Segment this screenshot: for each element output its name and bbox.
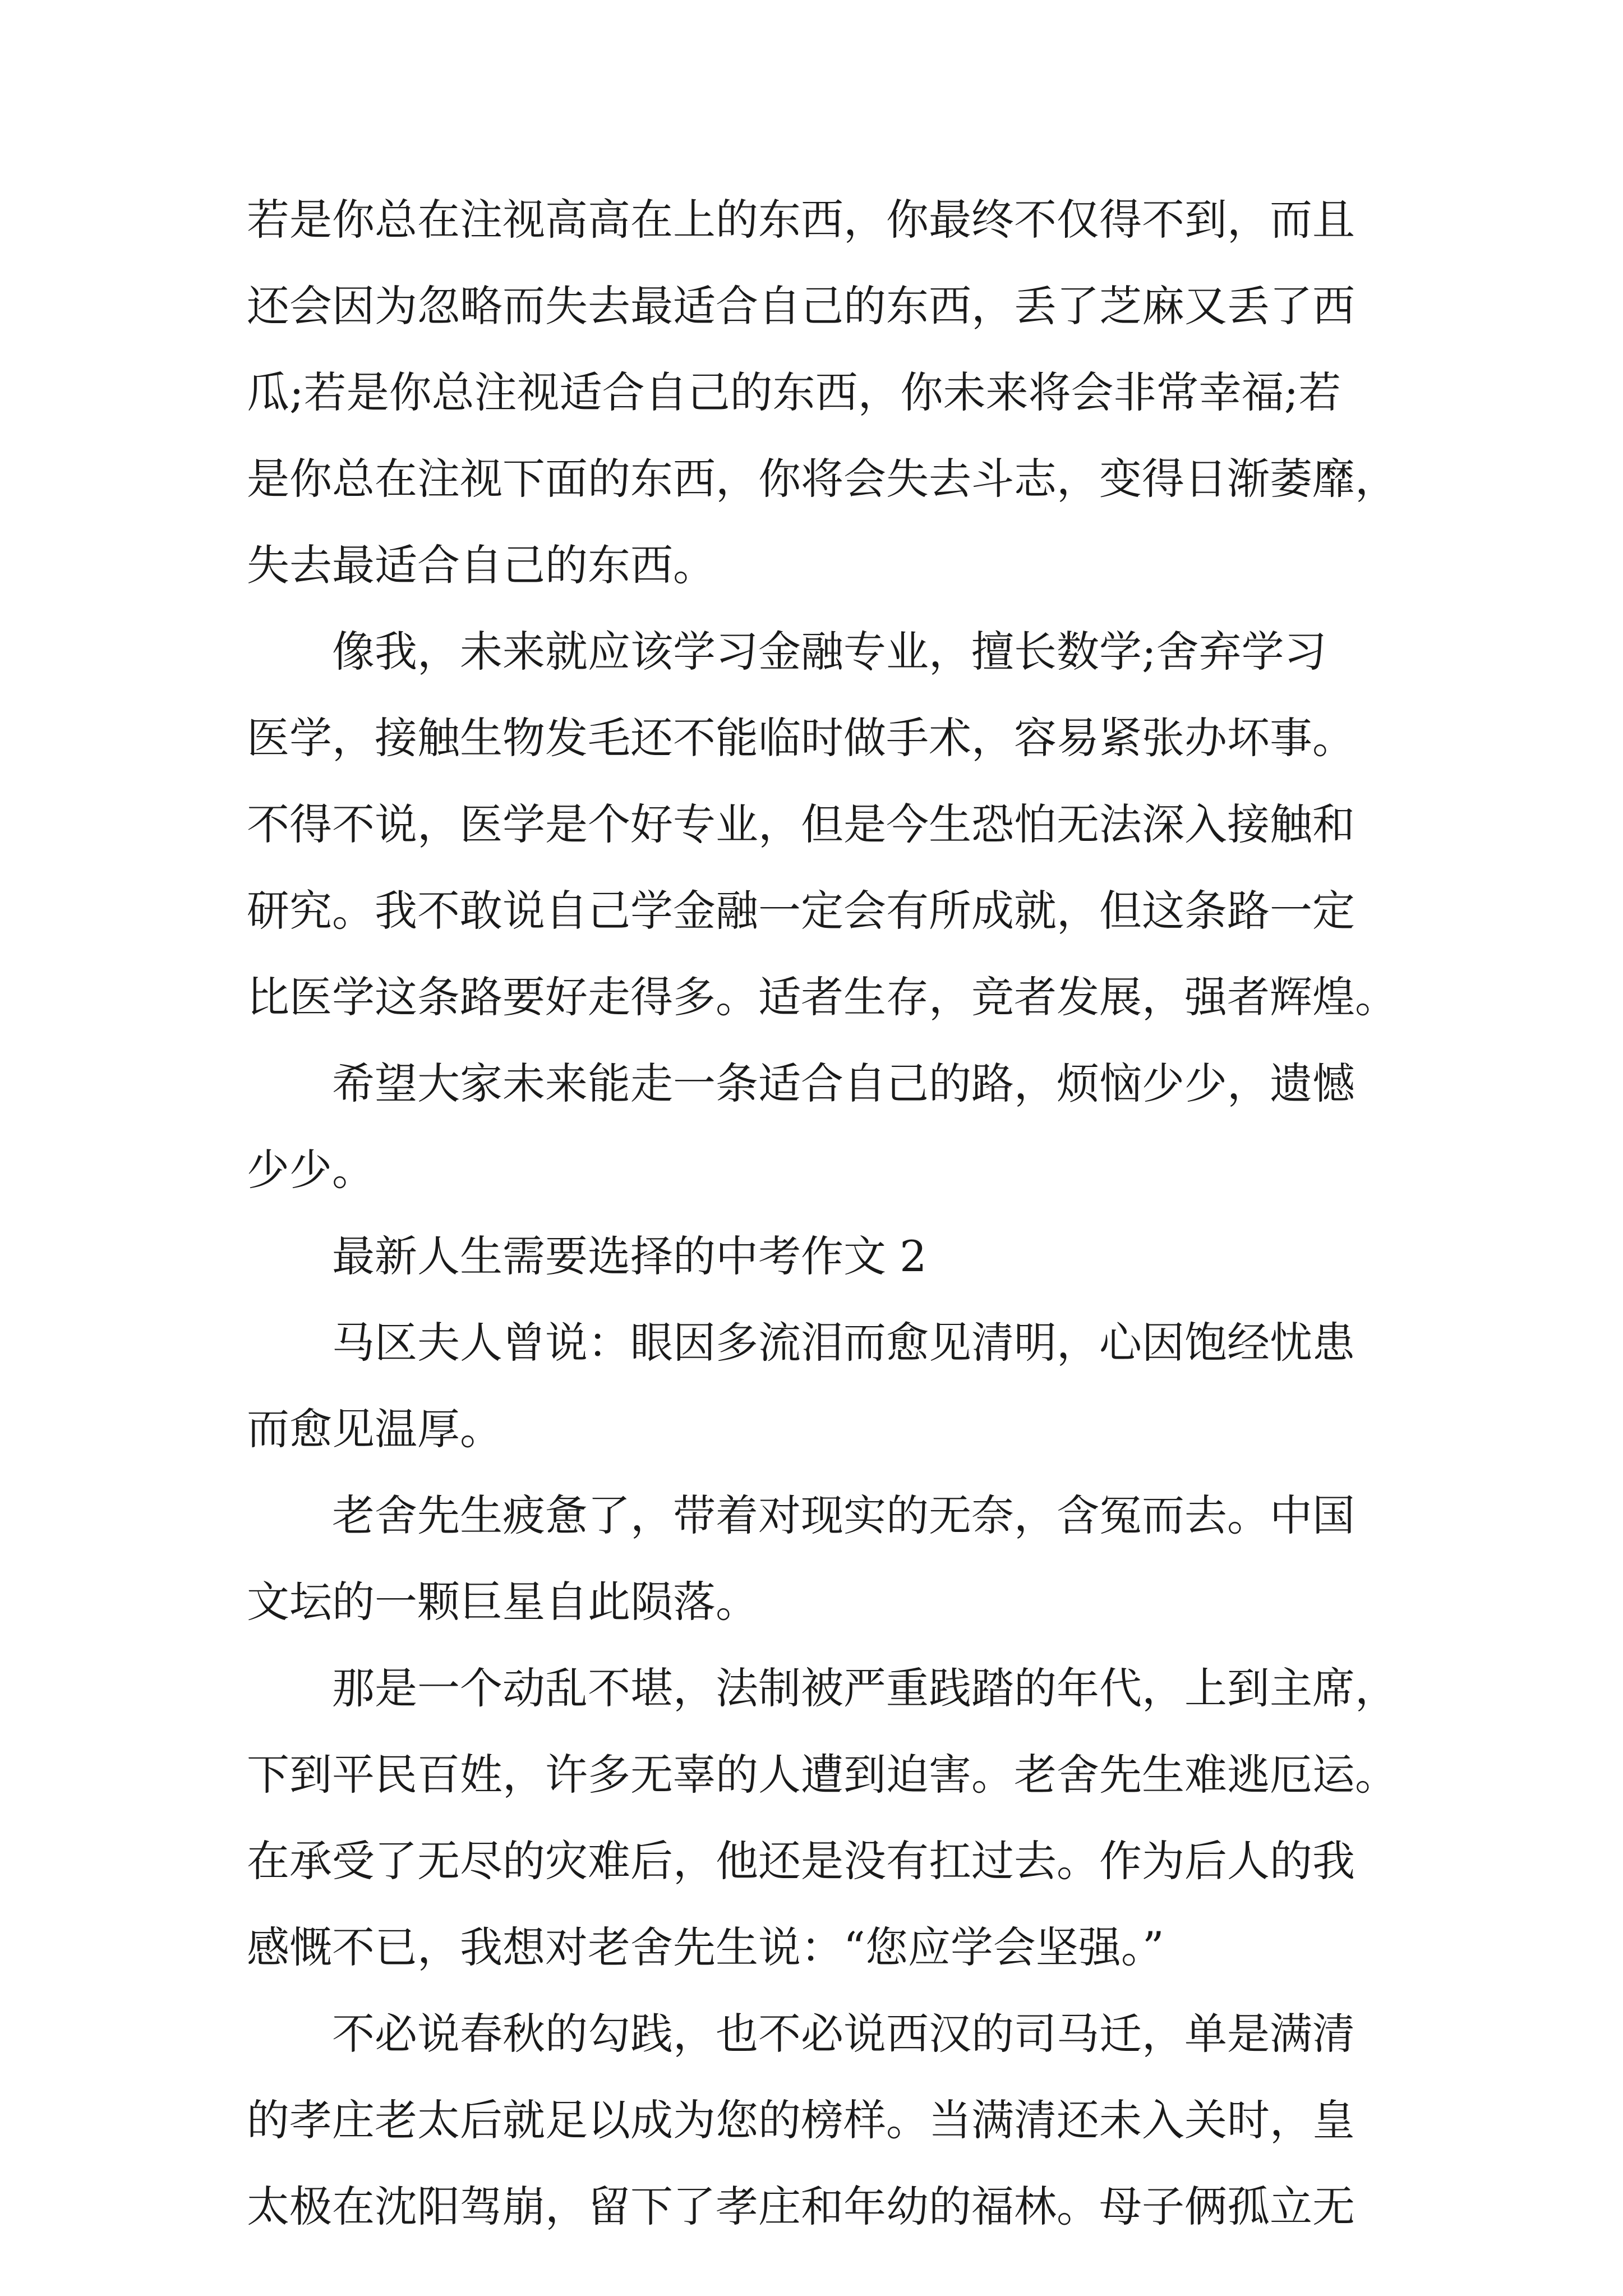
text-line: 研究。我不敢说自己学金融一定会有所成就，但这条路一定	[247, 886, 1355, 936]
section-heading: 最新人生需要选择的中考作文 2	[332, 1231, 927, 1281]
paragraph-start-line: 老舍先生疲惫了，带着对现实的无奈，含冤而去。中国	[332, 1490, 1355, 1540]
paragraph-start-line: 不必说春秋的勾践，也不必说西汉的司马迁，单是满清	[332, 2009, 1355, 2059]
text-line: 下到平民百姓，许多无辜的人遭到迫害。老舍先生难逃厄运。	[247, 1750, 1398, 1800]
text-line: 文坛的一颗巨星自此陨落。	[247, 1577, 758, 1627]
paragraph-start-line: 马区夫人曾说：眼因多流泪而愈见清明，心因饱经忧患	[332, 1318, 1355, 1368]
text-line: 太极在沈阳驾崩，留下了孝庄和年幼的福林。母子俩孤立无	[247, 2182, 1355, 2231]
text-line: 的孝庄老太后就足以成为您的榜样。当满清还未入关时，皇	[247, 2095, 1355, 2145]
text-line: 而愈见温厚。	[247, 1404, 502, 1454]
text-line: 瓜;若是你总注视适合自己的东西，你未来将会非常幸福;若	[247, 367, 1341, 417]
text-line: 感慨不已，我想对老舍先生说：“您应学会坚强。”	[247, 1922, 1164, 1972]
text-line: 在承受了无尽的灾难后，他还是没有扛过去。作为后人的我	[247, 1836, 1355, 1886]
text-line: 医学，接触生物发毛还不能临时做手术，容易紧张办坏事。	[247, 713, 1355, 763]
paragraph-start-line: 希望大家未来能走一条适合自己的路，烦恼少少，遗憾	[332, 1059, 1355, 1108]
text-line: 失去最适合自己的东西。	[247, 540, 716, 590]
text-line: 是你总在注视下面的东西，你将会失去斗志，变得日渐萎靡，	[247, 454, 1398, 504]
paragraph-start-line: 那是一个动乱不堪，法制被严重践踏的年代，上到主席，	[332, 1663, 1398, 1713]
text-line: 还会因为忽略而失去最适合自己的东西，丢了芝麻又丢了西	[247, 281, 1355, 331]
text-line: 不得不说，医学是个好专业，但是今生恐怕无法深入接触和	[247, 799, 1355, 849]
text-line: 若是你总在注视高高在上的东西，你最终不仅得不到，而且	[247, 195, 1355, 245]
text-line: 比医学这条路要好走得多。适者生存，竞者发展，强者辉煌。	[247, 972, 1398, 1022]
paragraph-start-line: 像我，未来就应该学习金融专业，擅长数学;舍弃学习	[332, 627, 1327, 677]
essay-text	[247, 177, 1398, 2250]
text-line: 少少。	[247, 1145, 375, 1195]
